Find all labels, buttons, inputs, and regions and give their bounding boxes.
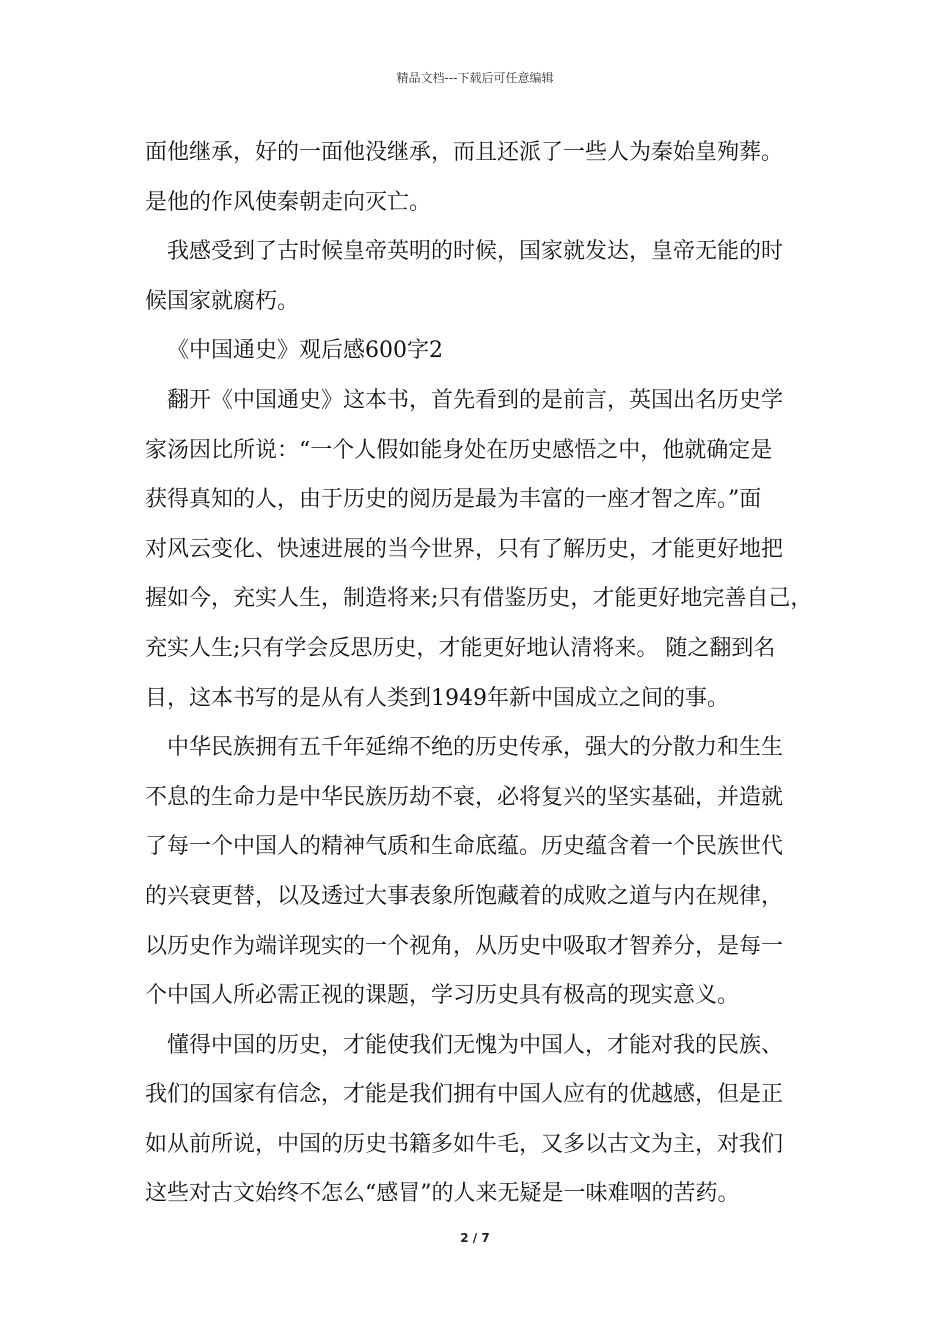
text-line: 获得真知的人，由于历史的阅历是最为丰富的一座才智之库。”面 — [145, 487, 762, 513]
text-line: 中华民族拥有五千年延绵不绝的历史传承，强大的分散力和生生 — [167, 735, 784, 761]
text-line: 面他继承，好的一面他没继承，而且还派了一些人为秦始皇殉葬。 — [145, 140, 784, 165]
text-line: 是他的作风使秦朝走向灭亡。 — [145, 189, 432, 215]
text-line: 充实人生;只有学会反思历史，才能更好地认清将来。 随之翻到名 — [145, 635, 776, 661]
text-line: 这些对古文始终不怎么“感冒”的人来无疑是一味难咽的苦药。 — [145, 1181, 740, 1207]
page-header: 精品文档---下载后可任意编辑 — [396, 71, 554, 85]
text-line: 翻开《中国通史》这本书，首先看到的是前言，英国出名历史学 — [167, 387, 784, 413]
text-line: 了每一个中国人的精神气质和生命底蕴。历史蕴含着一个民族世代 — [145, 834, 784, 860]
text-line: 家汤因比所说：“一个人假如能身处在历史感悟之中，他就确定是 — [145, 437, 773, 463]
text-line: 个中国人所必需正视的课题，学习历史具有极高的现实意义。 — [145, 983, 740, 1009]
text-line: 如从前所说，中国的历史书籍多如牛毛，又多以古文为主，对我们 — [145, 1131, 784, 1157]
text-line: 懂得中国的历史，才能使我们无愧为中国人，才能对我的民族、 — [167, 1032, 784, 1058]
text-line: 候国家就腐朽。 — [145, 288, 300, 314]
text-line: 对风云变化、快速进展的当今世界，只有了解历史，才能更好地把 — [145, 536, 784, 562]
text-line: 目，这本书写的是从有人类到1949年新中国成立之间的事。 — [145, 685, 729, 711]
document-body — [145, 128, 820, 1219]
section-heading: 《中国通史》观后感600字2 — [167, 338, 443, 364]
page-number: 2 / 7 — [460, 1231, 490, 1245]
text-line: 我们的国家有信念，才能是我们拥有中国人应有的优越感，但是正 — [145, 1082, 784, 1108]
text-line: 我感受到了古时候皇帝英明的时候，国家就发达，皇帝无能的时 — [167, 239, 784, 265]
text-line: 的兴衰更替，以及透过大事表象所饱藏着的成败之道与内在规律， — [145, 883, 784, 909]
text-line: 不息的生命力是中华民族历劫不衰，必将复兴的坚实基础，并造就 — [145, 784, 784, 810]
text-line: 握如今，充实人生，制造将来;只有借鉴历史，才能更好地完善自己， — [145, 586, 813, 612]
text-line: 以历史作为端详现实的一个视角，从历史中吸取才智养分，是每一 — [145, 933, 784, 959]
